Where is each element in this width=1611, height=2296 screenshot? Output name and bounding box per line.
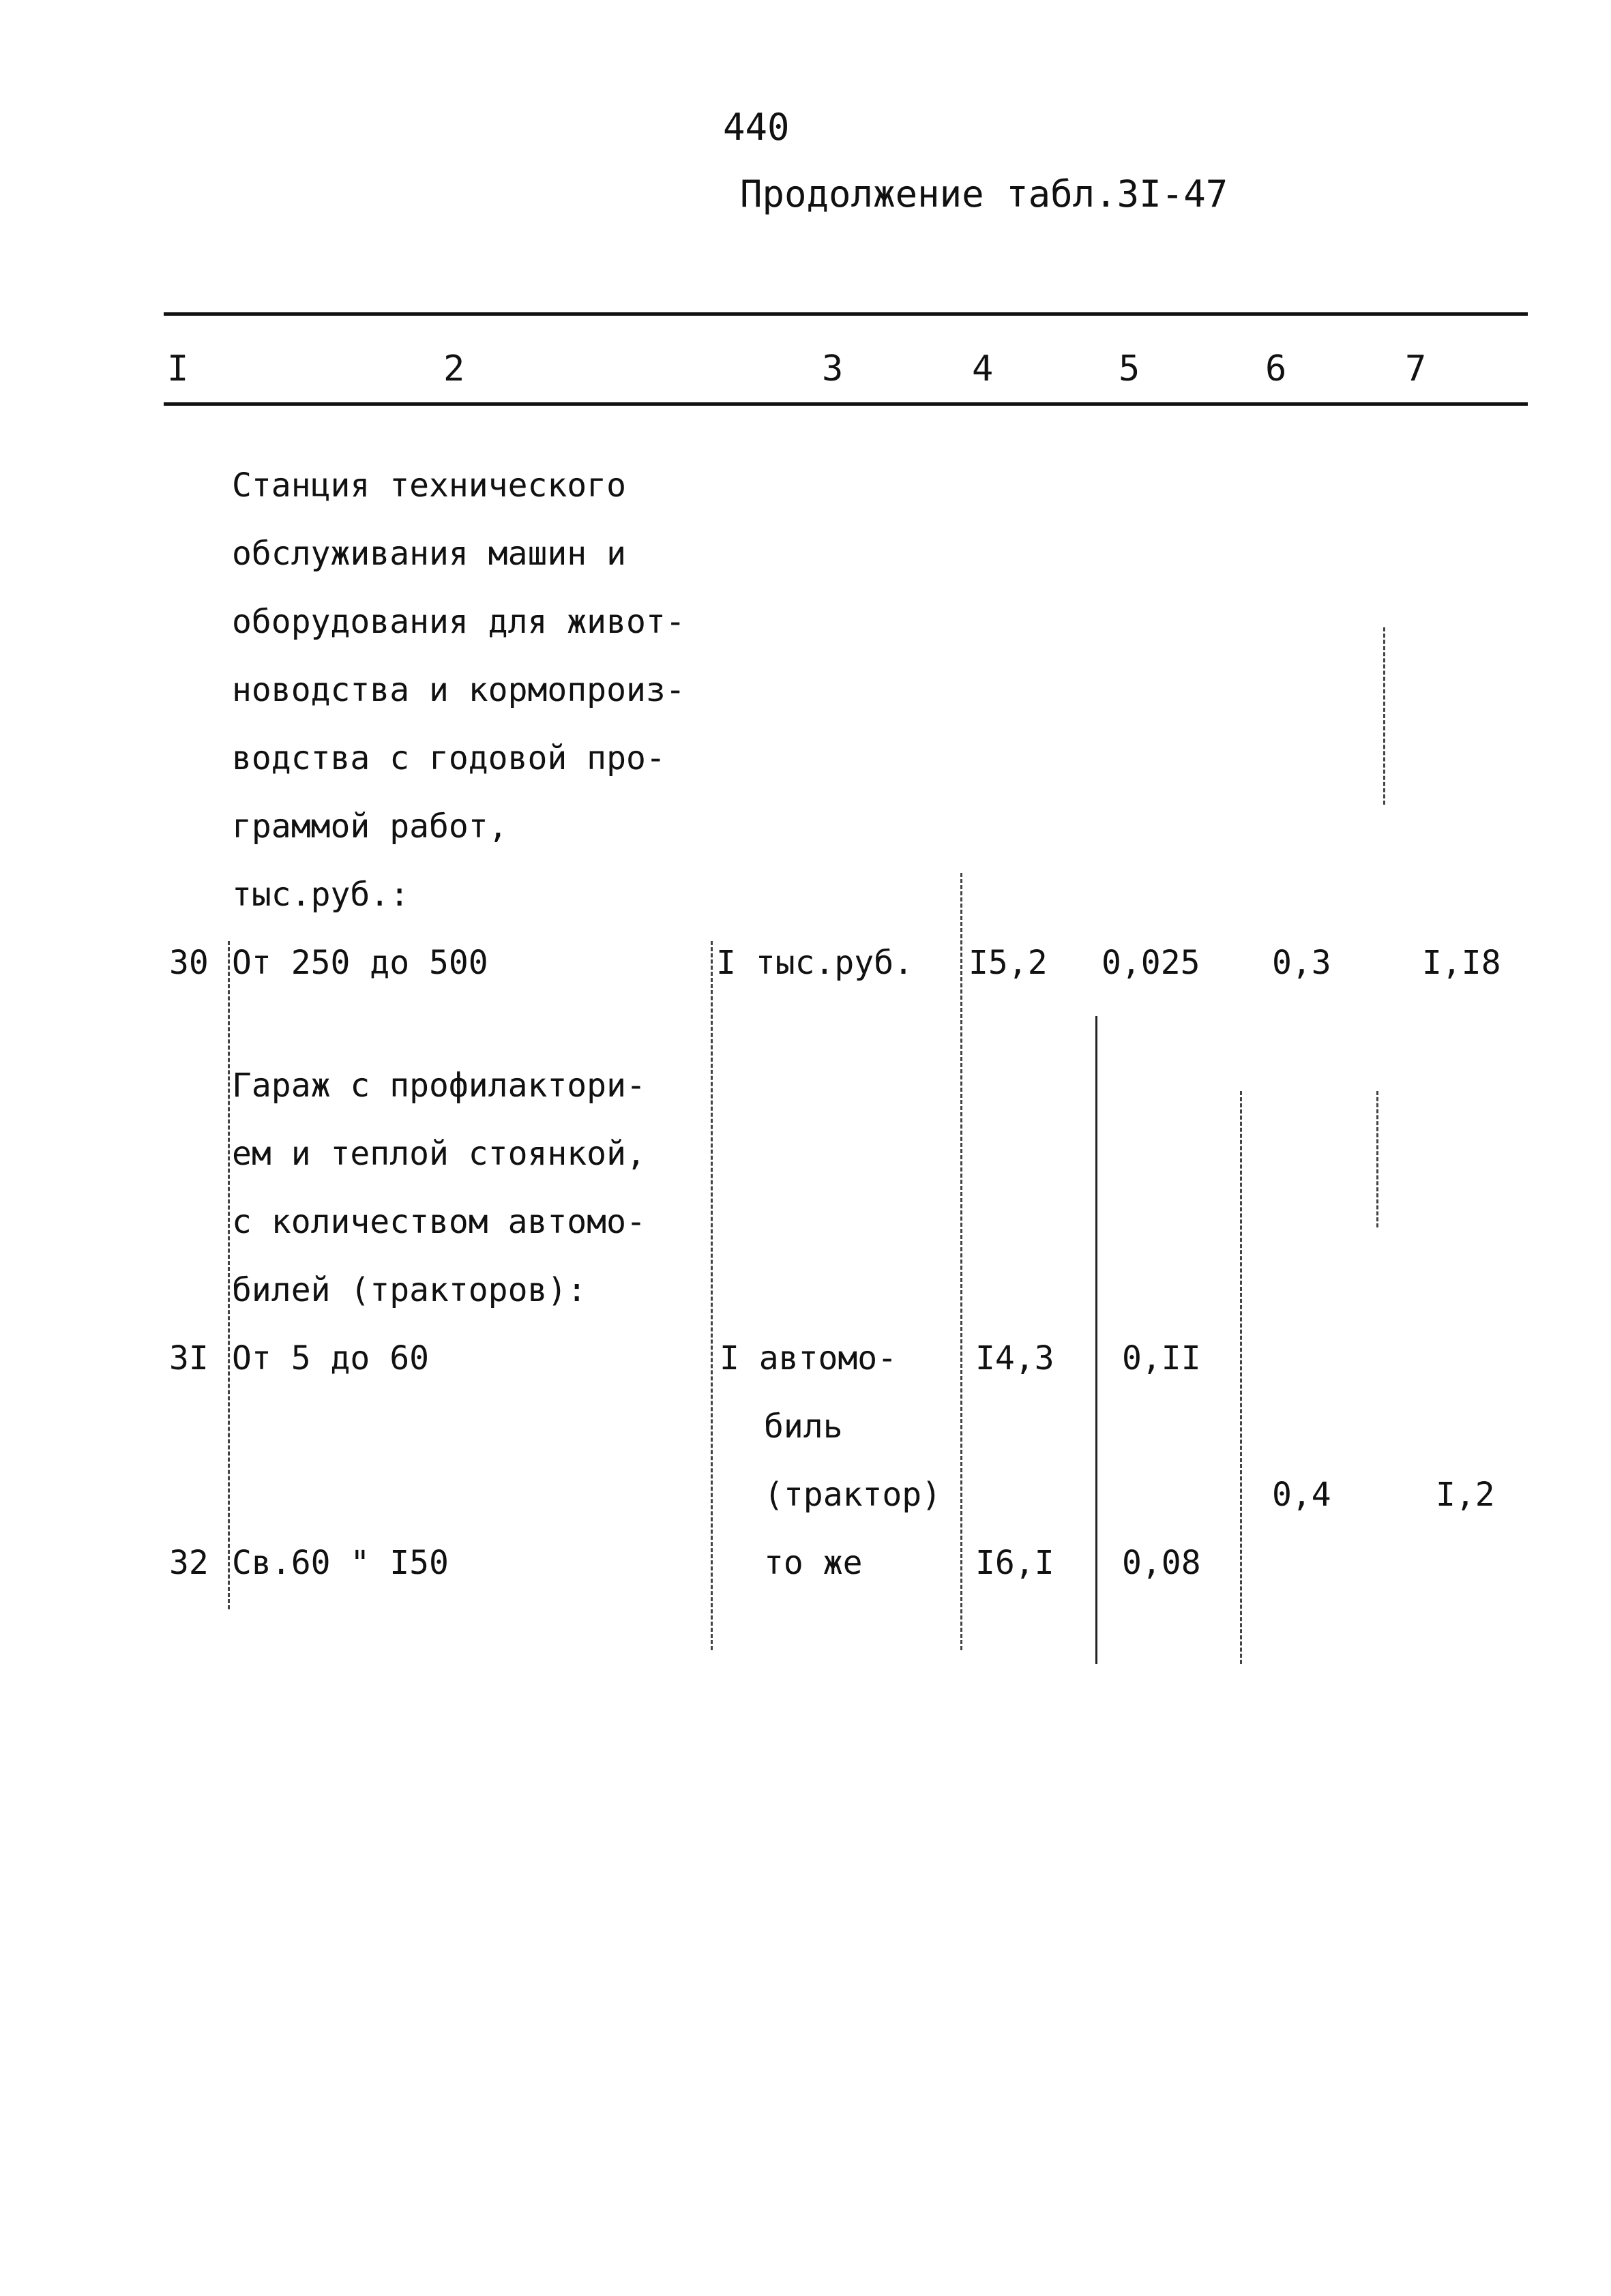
- row31-col4: I4,3: [975, 1339, 1054, 1377]
- section1-line-6: граммой работ,: [232, 807, 508, 846]
- col-header-3: 3: [822, 348, 844, 389]
- section1-line-2: обслуживания машин и: [232, 535, 626, 573]
- section2-line-2: ем и теплой стоянкой,: [232, 1135, 646, 1173]
- row30-col5: 0,025: [1102, 944, 1200, 982]
- rows31-32-col7: I,2: [1436, 1476, 1495, 1514]
- col-header-2: 2: [443, 348, 465, 389]
- col-header-7: 7: [1405, 348, 1427, 389]
- row31-unit-line-1: I автомо-: [720, 1339, 898, 1377]
- row31-unit-line-3: (трактор): [764, 1476, 942, 1514]
- col-separator-1-2: [228, 941, 231, 1609]
- col-separator-6-7: [1383, 627, 1387, 805]
- row30-unit: I тыс.руб.: [716, 944, 913, 982]
- row31-name: От 5 до 60: [232, 1339, 429, 1377]
- row32-col5: 0,08: [1122, 1544, 1201, 1582]
- row30-col7: I,I8: [1422, 944, 1501, 982]
- col-header-1: I: [167, 348, 189, 389]
- col-separator-3-4: [960, 873, 964, 1650]
- section1-line-3: оборудования для живот-: [232, 603, 685, 641]
- table-caption: Продолжение табл.3I-47: [740, 173, 1228, 215]
- section1-line-4: новодства и кормопроиз-: [232, 671, 685, 709]
- section1-line-7: тыс.руб.:: [232, 876, 410, 914]
- col-separator-2-3: [711, 941, 714, 1650]
- row32-unit: то же: [764, 1544, 863, 1582]
- row30-name: От 250 до 500: [232, 944, 488, 982]
- row30-col6: 0,3: [1272, 944, 1331, 982]
- row31-number: 3I: [169, 1339, 209, 1377]
- row30-number: 30: [169, 944, 209, 982]
- page-number: 440: [723, 106, 790, 149]
- row31-col5: 0,II: [1122, 1339, 1201, 1377]
- col-separator-4-5: [1095, 1016, 1097, 1664]
- rows31-32-col6: 0,4: [1272, 1476, 1331, 1514]
- row31-unit-line-2: биль: [764, 1407, 843, 1446]
- section2-line-4: билей (тракторов):: [232, 1271, 587, 1309]
- col-header-6: 6: [1265, 348, 1287, 389]
- section1-line-5: водства с годовой про-: [232, 739, 666, 777]
- section2-line-3: с количеством автомо-: [232, 1203, 646, 1241]
- section1-line-1: Станция технического: [232, 466, 626, 505]
- col-header-4: 4: [972, 348, 994, 389]
- row32-number: 32: [169, 1544, 209, 1582]
- section2-line-1: Гараж с профилактори-: [232, 1067, 646, 1105]
- col-separator-5-6: [1240, 1091, 1243, 1664]
- row30-col4: I5,2: [969, 944, 1048, 982]
- row32-name: Св.60 " I50: [232, 1544, 449, 1582]
- col-separator-6-7-lower: [1376, 1091, 1380, 1227]
- col-header-5: 5: [1119, 348, 1140, 389]
- row32-col4: I6,I: [975, 1544, 1054, 1582]
- header-top-rule: [164, 312, 1528, 316]
- header-bottom-rule: [164, 402, 1528, 406]
